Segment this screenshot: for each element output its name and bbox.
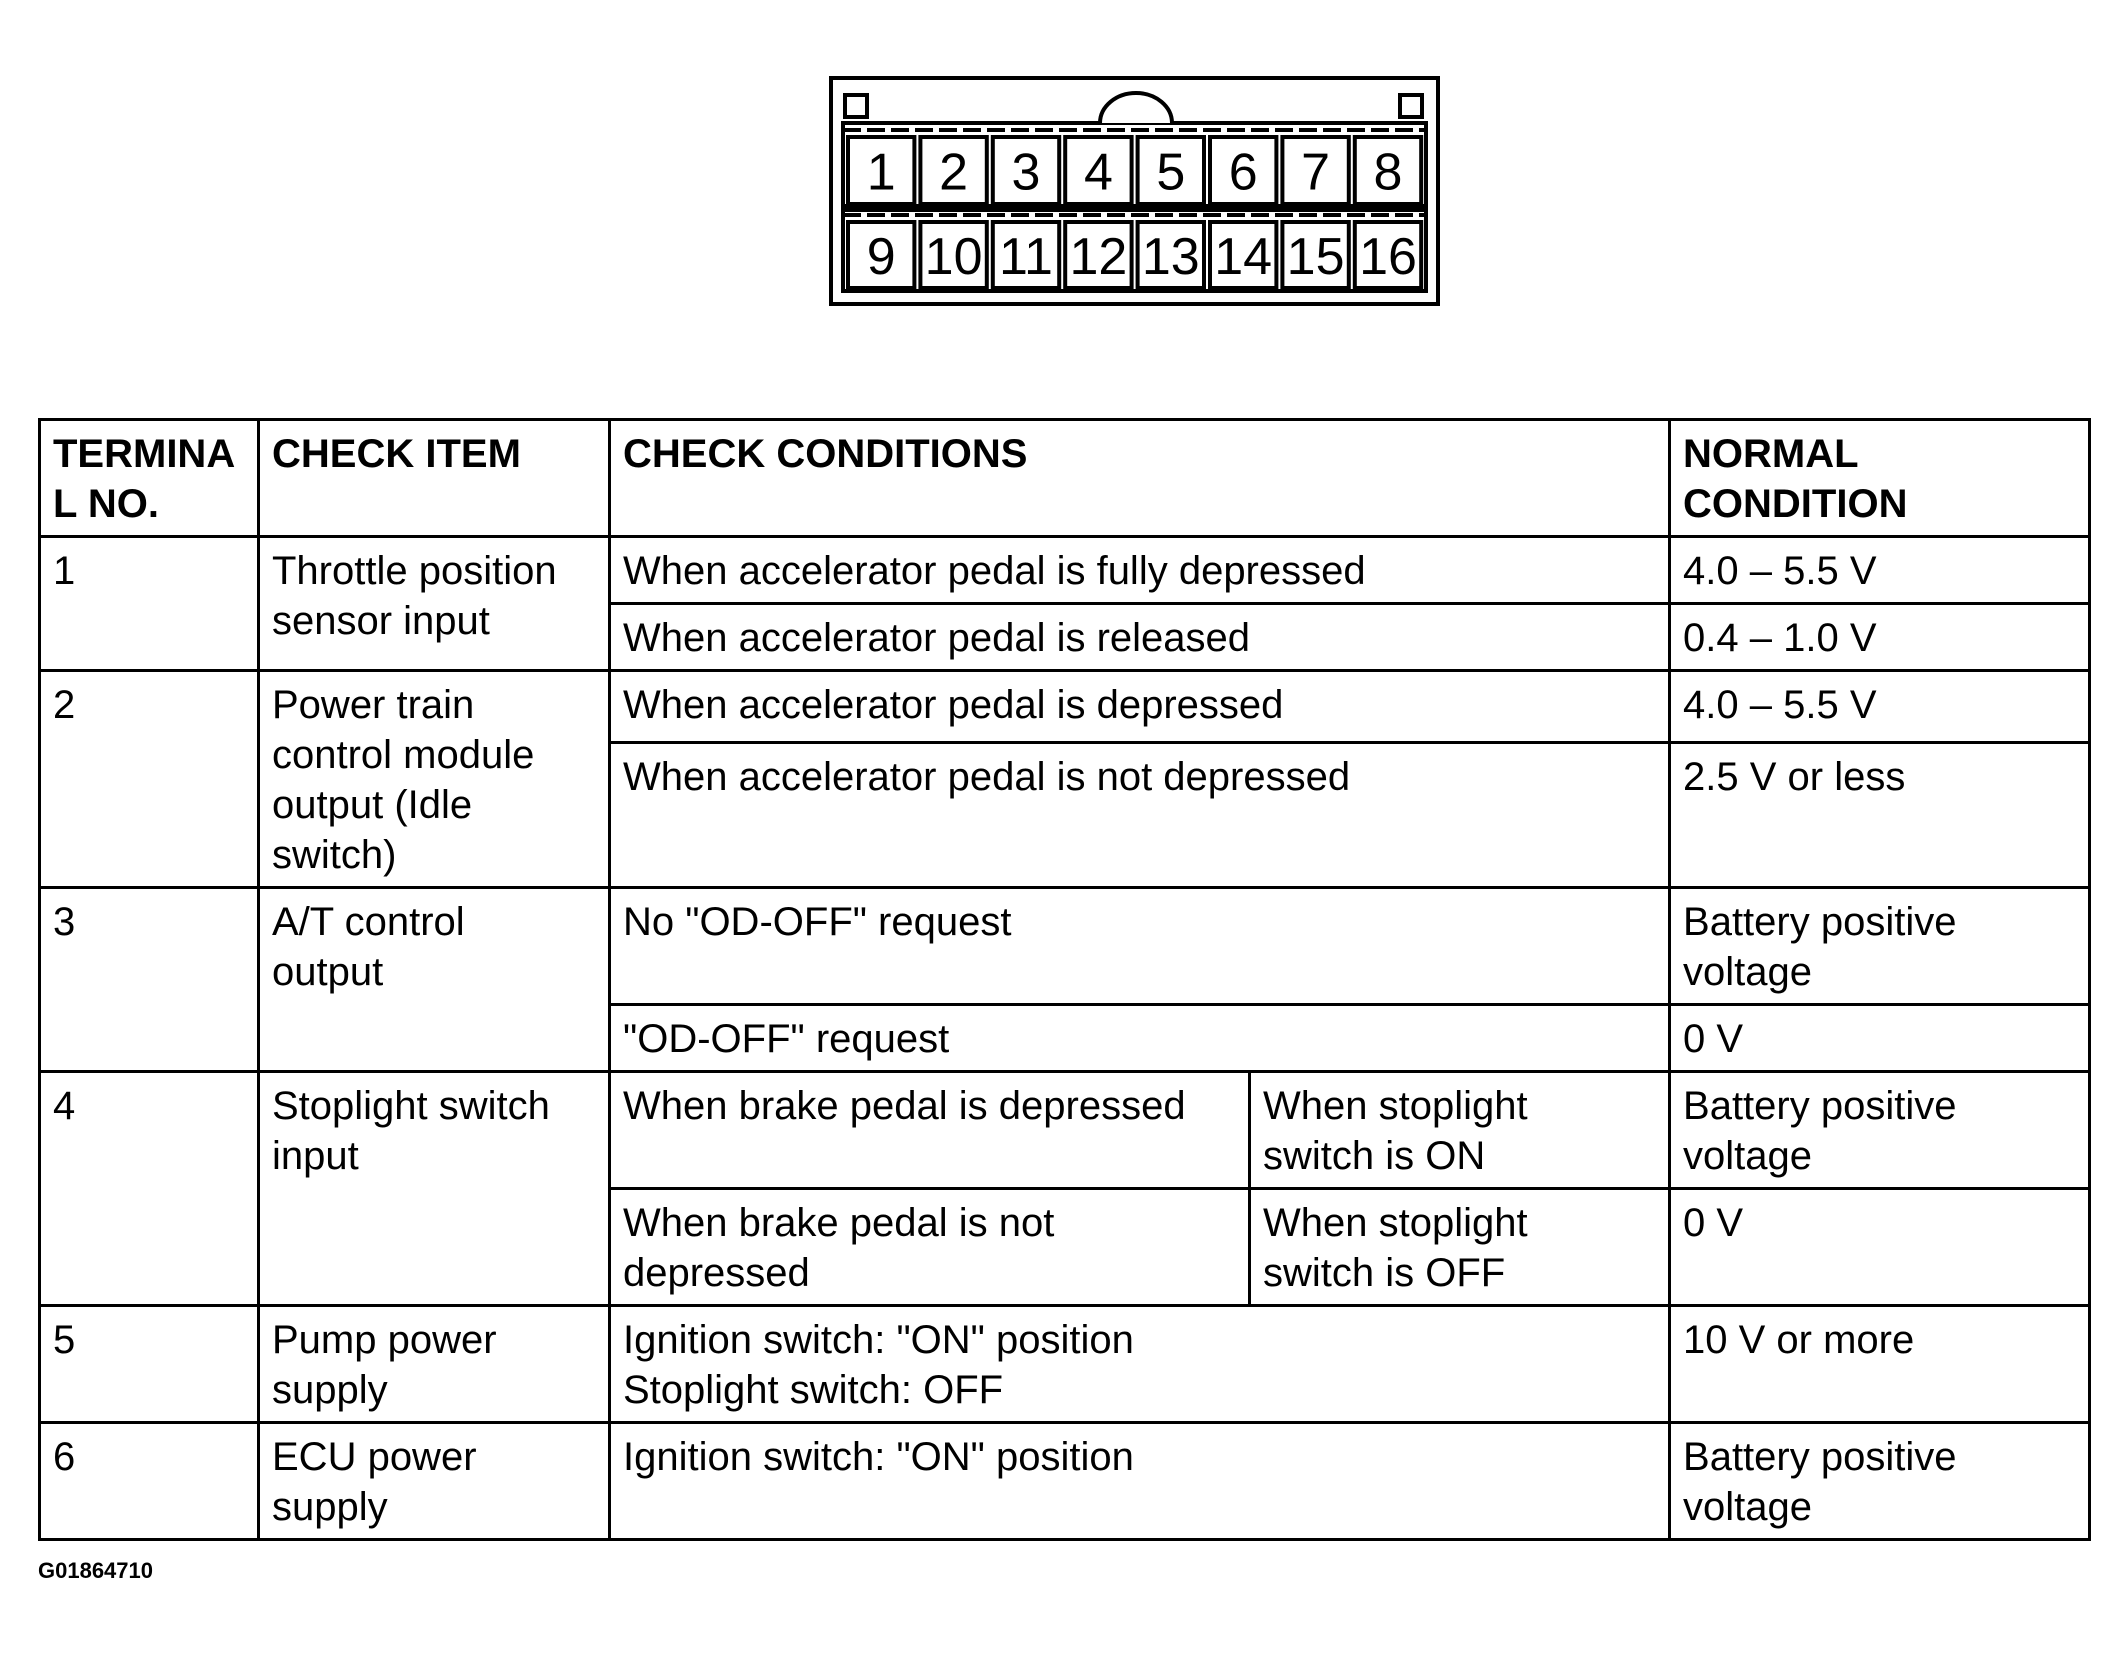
check-condition-cell: When accelerator pedal is fully depressed bbox=[610, 537, 1670, 604]
check-condition-cell: Ignition switch: "ON" position bbox=[610, 1423, 1670, 1540]
pin-number-label: 4 bbox=[1083, 143, 1113, 202]
connector-diagram bbox=[0, 0, 2124, 330]
check-item-cell: Pump power supply bbox=[259, 1306, 610, 1423]
table-row bbox=[40, 1423, 2090, 1540]
header-terminal-no: TERMINAL NO. bbox=[40, 420, 259, 537]
normal-condition-cell: 10 V or more bbox=[1670, 1306, 2090, 1423]
check-condition-cell: "OD-OFF" request bbox=[610, 1005, 1670, 1072]
terminal-no-cell: 2 bbox=[40, 671, 259, 888]
pin-number-label: 2 bbox=[939, 143, 969, 202]
check-item-cell: A/T control output bbox=[259, 888, 610, 1072]
table-row bbox=[40, 888, 2090, 1005]
pin-number-label: 16 bbox=[1359, 228, 1417, 286]
connector-key-right bbox=[1400, 95, 1422, 117]
check-item-cell: Power train control module output (Idle switch) bbox=[259, 671, 610, 888]
normal-condition-cell: 0 V bbox=[1670, 1189, 2090, 1306]
check-subcondition-cell: When stoplight switch is ON bbox=[1250, 1072, 1670, 1189]
normal-condition-cell: 4.0 – 5.5 V bbox=[1670, 537, 2090, 604]
table-header-row bbox=[40, 420, 2090, 537]
figure-code: G01864710 bbox=[38, 1558, 153, 1583]
pin-number-label: 10 bbox=[924, 228, 983, 286]
table-row bbox=[40, 671, 2090, 743]
pin-number-label: 8 bbox=[1373, 143, 1403, 202]
check-condition-cell: When brake pedal is not depressed bbox=[610, 1189, 1250, 1306]
normal-condition-cell: 4.0 – 5.5 V bbox=[1670, 671, 2090, 743]
header-normal-condition: NORMAL CONDITION bbox=[1670, 420, 2090, 537]
table-row bbox=[40, 1306, 2090, 1423]
pin-number-label: 7 bbox=[1301, 143, 1331, 202]
check-condition-cell: No "OD-OFF" request bbox=[610, 888, 1670, 1005]
check-subcondition-cell: When stoplight switch is OFF bbox=[1250, 1189, 1670, 1306]
check-condition-cell: When accelerator pedal is not depressed bbox=[610, 742, 1670, 887]
header-check-item: CHECK ITEM bbox=[259, 420, 610, 537]
normal-condition-cell: 0 V bbox=[1670, 1005, 2090, 1072]
pin-number-label: 9 bbox=[866, 228, 896, 286]
check-item-cell: ECU power supply bbox=[259, 1423, 610, 1540]
header-check-conditions: CHECK CONDITIONS bbox=[610, 420, 1670, 537]
table-row bbox=[40, 1072, 2090, 1189]
pin-number-label: 5 bbox=[1156, 143, 1186, 202]
check-condition-cell: When brake pedal is depressed bbox=[610, 1072, 1250, 1189]
normal-condition-cell: Battery positive voltage bbox=[1670, 1423, 2090, 1540]
normal-condition-cell: 2.5 V or less bbox=[1670, 742, 2090, 887]
terminal-no-cell: 5 bbox=[40, 1306, 259, 1423]
normal-condition-cell: 0.4 – 1.0 V bbox=[1670, 604, 2090, 671]
check-item-cell: Stoplight switch input bbox=[259, 1072, 610, 1306]
check-condition-cell: Ignition switch: "ON" position Stoplight switch: OFF bbox=[610, 1306, 1670, 1423]
pin-number-label: 1 bbox=[866, 143, 896, 202]
check-condition-cell: When accelerator pedal is depressed bbox=[610, 671, 1670, 743]
pin-number-label: 15 bbox=[1286, 228, 1345, 286]
check-condition-cell: When accelerator pedal is released bbox=[610, 604, 1670, 671]
normal-condition-cell: Battery positive voltage bbox=[1670, 888, 2090, 1005]
normal-condition-cell: Battery positive voltage bbox=[1670, 1072, 2090, 1189]
check-item-cell: Throttle position sensor input bbox=[259, 537, 610, 671]
table-row bbox=[40, 537, 2090, 604]
terminal-no-cell: 1 bbox=[40, 537, 259, 671]
pin-number-label: 12 bbox=[1069, 228, 1128, 286]
pin-number-label: 3 bbox=[1011, 143, 1041, 202]
terminal-check-table bbox=[38, 418, 2091, 1541]
pin-number-label: 14 bbox=[1214, 228, 1273, 286]
pin-number-label: 13 bbox=[1141, 228, 1200, 286]
terminal-no-cell: 3 bbox=[40, 888, 259, 1072]
connector-key-left bbox=[845, 95, 867, 117]
terminal-no-cell: 6 bbox=[40, 1423, 259, 1540]
pin-number-label: 6 bbox=[1228, 143, 1258, 202]
pin-number-label: 11 bbox=[999, 228, 1053, 286]
terminal-no-cell: 4 bbox=[40, 1072, 259, 1306]
